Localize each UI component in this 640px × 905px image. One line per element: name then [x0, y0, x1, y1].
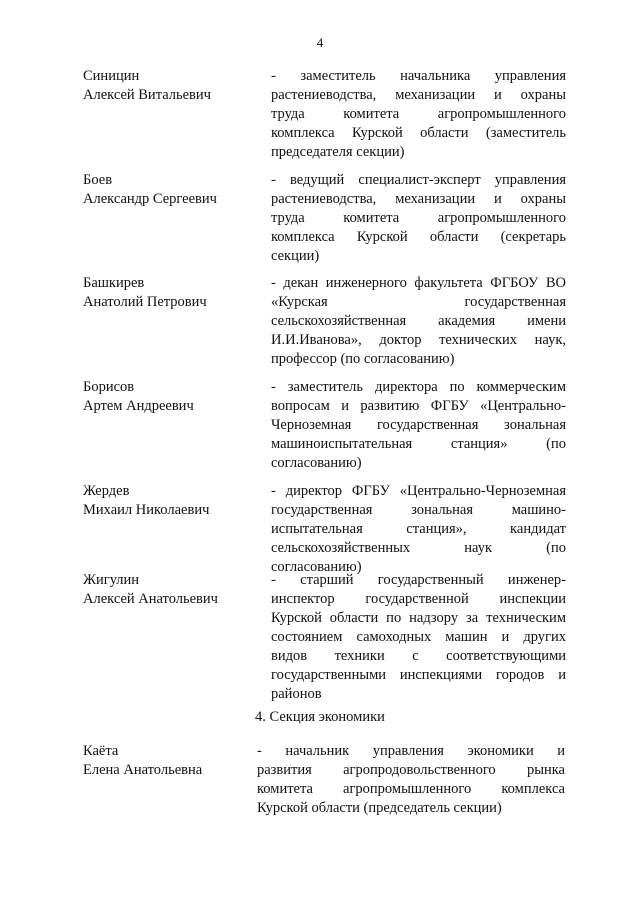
member-name [83, 378, 253, 416]
position-line: инспектор государственной инспекции [271, 591, 566, 607]
position-line: труда комитета агропромышленного [271, 106, 566, 122]
position-line: сельскохозяйственных наук (по [271, 540, 566, 556]
member-surname: Борисов [83, 379, 135, 395]
member-given-name: Алексей Анатольевич [83, 591, 218, 607]
position-line: - декан инженерного факультета ФГБОУ ВО [271, 275, 566, 291]
member-position [271, 482, 566, 577]
member-given-name: Анатолий Петрович [83, 294, 207, 310]
member-name [83, 274, 253, 312]
position-line: районов [271, 686, 322, 702]
member-position [271, 571, 566, 704]
position-line: растениеводства, механизации и охраны [271, 87, 566, 103]
member-given-name: Елена Анатольевна [83, 762, 203, 778]
position-line: И.И.Иванова», доктор технических наук, [271, 332, 566, 348]
member-given-name: Александр Сергеевич [83, 191, 217, 207]
position-line: состоянием самоходных машин и других [271, 629, 566, 645]
member-position [271, 378, 566, 473]
member-surname: Жердев [83, 483, 130, 499]
member-position [271, 171, 566, 266]
position-line: государственными инспекциями городов и [271, 667, 566, 683]
member-name [83, 571, 253, 609]
member-given-name: Михаил Николаевич [83, 502, 210, 518]
member-name [83, 482, 253, 520]
position-line: - заместитель начальника управления [271, 68, 566, 84]
position-line: - директор ФГБУ «Центрально-Черноземная [271, 483, 566, 499]
member-given-name: Алексей Витальевич [83, 87, 211, 103]
section-title: 4. Секция экономики [255, 709, 385, 725]
member-name [83, 67, 253, 105]
position-line: Курской области (председатель секции) [257, 800, 502, 816]
member-name [83, 742, 253, 780]
position-line: согласованию) [271, 559, 362, 575]
position-line: труда комитета агропромышленного [271, 210, 566, 226]
position-line: согласованию) [271, 455, 362, 471]
position-line: сельскохозяйственная академия имени [271, 313, 566, 329]
position-line: - старший государственный инженер- [271, 572, 566, 588]
member-surname: Башкирев [83, 275, 145, 291]
position-line: - заместитель директора по коммерческим [271, 379, 566, 395]
position-line: комплекса Курской области (заместитель [271, 125, 566, 141]
member-surname: Боев [83, 172, 113, 188]
position-line: Черноземная государственная зональная [271, 417, 566, 433]
position-line: - ведущий специалист-эксперт управления [271, 172, 566, 188]
position-line: «Курская государственная [271, 294, 566, 310]
position-line: председателя секции) [271, 144, 405, 160]
member-given-name: Артем Андреевич [83, 398, 194, 414]
position-line: профессор (по согласованию) [271, 351, 455, 367]
position-line: секции) [271, 248, 320, 264]
member-position [257, 742, 565, 818]
position-line: растениеводства, механизации и охраны [271, 191, 566, 207]
member-position [271, 67, 566, 162]
position-line: испытательная станция», кандидат [271, 521, 566, 537]
position-line: государственная зональная машино- [271, 502, 566, 518]
member-surname: Синицин [83, 68, 140, 84]
position-line: видов техники с соответствующими [271, 648, 566, 664]
position-line: развития агропродовольственного рынка [257, 762, 565, 778]
position-line: Курской области по надзору за техническим [271, 610, 566, 626]
position-line: комплекса Курской области (секретарь [271, 229, 566, 245]
position-line: вопросам и развитию ФГБУ «Центрально- [271, 398, 566, 414]
position-line: машиноиспытательная станция» (по [271, 436, 566, 452]
position-line: комитета агропромышленного комплекса [257, 781, 565, 797]
member-name [83, 171, 253, 209]
member-surname: Каёта [83, 743, 119, 759]
member-position [271, 274, 566, 369]
position-line: - начальник управления экономики и [257, 743, 565, 759]
member-surname: Жигулин [83, 572, 140, 588]
page-number: 4 [316, 35, 324, 50]
